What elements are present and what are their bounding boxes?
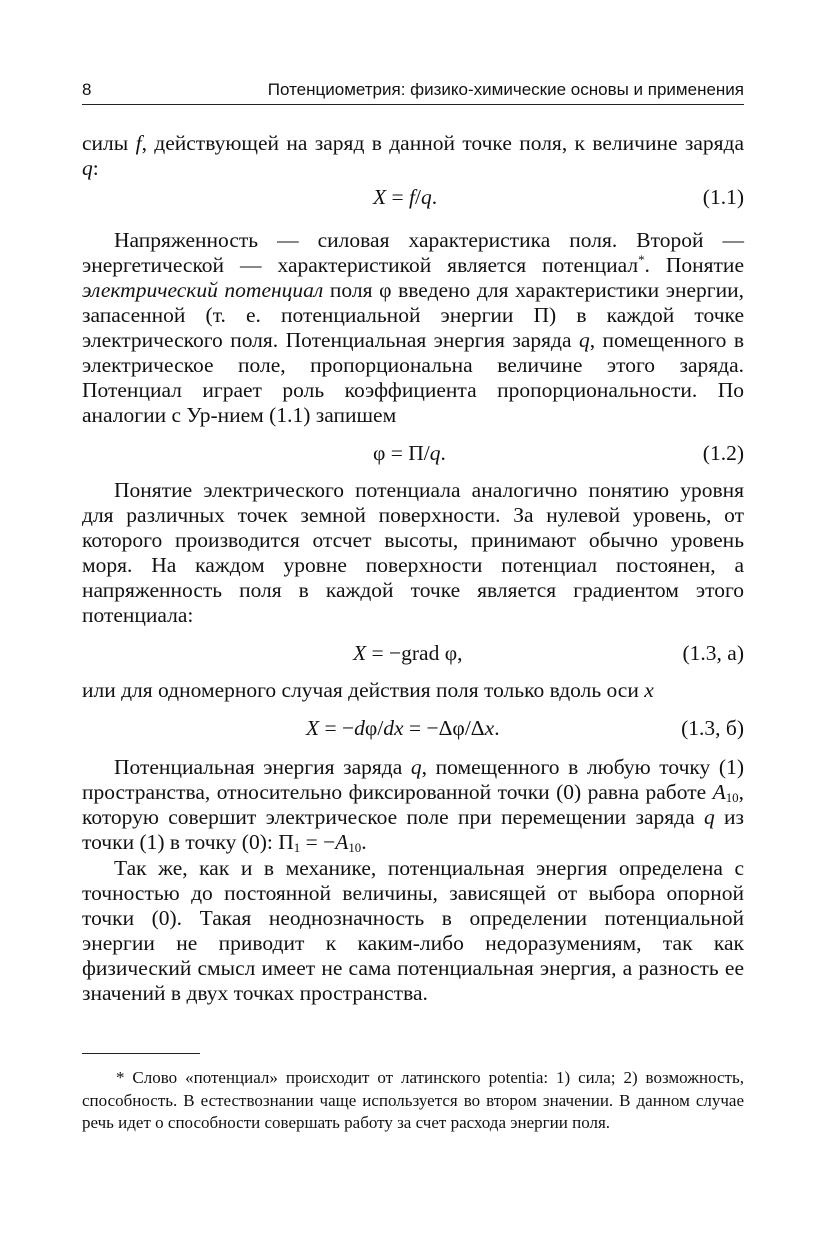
- subscript: 1: [293, 841, 301, 855]
- text-run: .: [361, 830, 367, 854]
- var-x: x: [484, 716, 495, 740]
- text-run: , помещенного в любую точку (1) пространства, относительно фиксированной точки (0) равна работе: [82, 755, 744, 804]
- var-q: q: [421, 185, 432, 209]
- text-run: . Понятие: [644, 253, 744, 277]
- eq-op: .: [431, 185, 438, 209]
- running-header: [82, 78, 744, 105]
- text-run: из точки (1) в точку (0): П: [82, 805, 745, 854]
- var-X: X: [306, 716, 320, 740]
- equation-1-2: [82, 441, 744, 466]
- footnote-mark: *: [638, 252, 645, 267]
- var-x: x: [644, 678, 654, 702]
- running-title: Потенциометрия: физико-химические основы и применения: [267, 80, 744, 99]
- var-q: q: [578, 328, 590, 352]
- equation-expression: [373, 441, 446, 466]
- equation-expression: [306, 716, 500, 741]
- eq-part: φ/: [364, 716, 384, 740]
- paragraph-1: [82, 131, 744, 181]
- var-X: X: [353, 641, 367, 665]
- equation-expression: [353, 641, 463, 666]
- equation-expression: [373, 185, 437, 210]
- text-run: = −: [300, 830, 336, 854]
- paragraph-6: Так же, как и в механике, потенциальная энергия определена с точностью до постоянной величины, зависящей от выбора опорной точки (0). Такая неоднозначность в определении потенциальной энергии не приводит к каким-либо недоразумениям, так как физический смысл имеет не сама потенциальная энергия, а разность ее значений в двух точках пространства.: [82, 856, 744, 1005]
- text-run: силы: [82, 131, 136, 155]
- equation-1-3b: [82, 716, 744, 741]
- text-run: Потенциальная энергия заряда: [114, 755, 411, 779]
- subscript: 10: [725, 791, 739, 805]
- footnote-rule: [82, 1053, 200, 1054]
- paragraph-2: [82, 228, 744, 428]
- text-run: , помещенного в электрическое поле, пропорциональна величине этого заряда. Потенциал играет роль коэффициента пропорциональности. По аналогии с Ур-нием (1.1) запишем: [82, 328, 744, 427]
- equation-1-3a: [82, 641, 744, 666]
- term-electric-potential: электрический потенциал: [82, 278, 324, 302]
- text-run: , которую совершит электрическое поле при перемещении заряда: [82, 780, 744, 829]
- var-f: f: [135, 131, 142, 155]
- subscript: 10: [348, 841, 362, 855]
- var-A: A: [712, 780, 726, 804]
- eq-op: .: [440, 441, 446, 465]
- text-run: :: [92, 156, 99, 180]
- paragraph-3: Понятие электрического потенциала аналогично понятию уровня для различных точек земной поверхности. За нулевой уровень, от которого производится отсчет высоты, принимают обычно уровень моря. На каждом уровне поверхности потенциал постоянен, а напряженность поля в каждой точке является градиентом этого потенциала:: [82, 478, 744, 627]
- paragraph-4: [82, 678, 744, 703]
- text-run: Напряженность — силовая характеристика поля. Второй — энергетической — характеристикой является потенциал: [82, 228, 744, 277]
- equation-number: (1.3, а): [682, 641, 744, 665]
- var-X: X: [373, 185, 387, 209]
- eq-part: = −Δφ/Δ: [403, 716, 485, 740]
- text-run: , действующей на заряд в данной точке поля, к величине заряда: [141, 131, 744, 155]
- equation-number: (1.3, б): [681, 716, 744, 740]
- eq-part: φ = П/: [373, 441, 430, 465]
- eq-part: = −: [319, 716, 355, 740]
- page-number: 8: [82, 80, 92, 99]
- var-dx: dx: [383, 716, 404, 740]
- var-q: q: [410, 755, 422, 779]
- paragraph-5: [82, 755, 744, 855]
- main-text: [82, 131, 744, 1006]
- var-A: A: [335, 830, 349, 854]
- equation-number: (1.1): [702, 185, 744, 209]
- var-q: q: [703, 805, 715, 829]
- var-f: f: [409, 185, 416, 209]
- var-d: d: [354, 716, 365, 740]
- eq-op: .: [494, 716, 500, 740]
- var-q: q: [82, 156, 93, 180]
- equation-number: (1.2): [702, 441, 744, 465]
- equation-1-1: [82, 185, 744, 210]
- text-run: или для одномерного случая действия поля только вдоль оси: [82, 678, 645, 702]
- text-run: поля φ введено для характеристики энергии, запасенной (т. е. потенциальной энергии П) в каждой точке электрического поля. Потенциальная энергия заряда: [82, 278, 744, 352]
- eq-op: /: [415, 185, 421, 209]
- var-q: q: [429, 441, 441, 465]
- footnote: * Слово «потенциал» происходит от латинского potentia: 1) сила; 2) возможность, способность. В естествознании чаще используется во втором значении. В данном случае речь идет о способности совершать работу за счет расхода энергии поля.: [82, 1068, 744, 1132]
- eq-part: = −grad φ,: [366, 641, 463, 665]
- eq-op: =: [386, 185, 410, 209]
